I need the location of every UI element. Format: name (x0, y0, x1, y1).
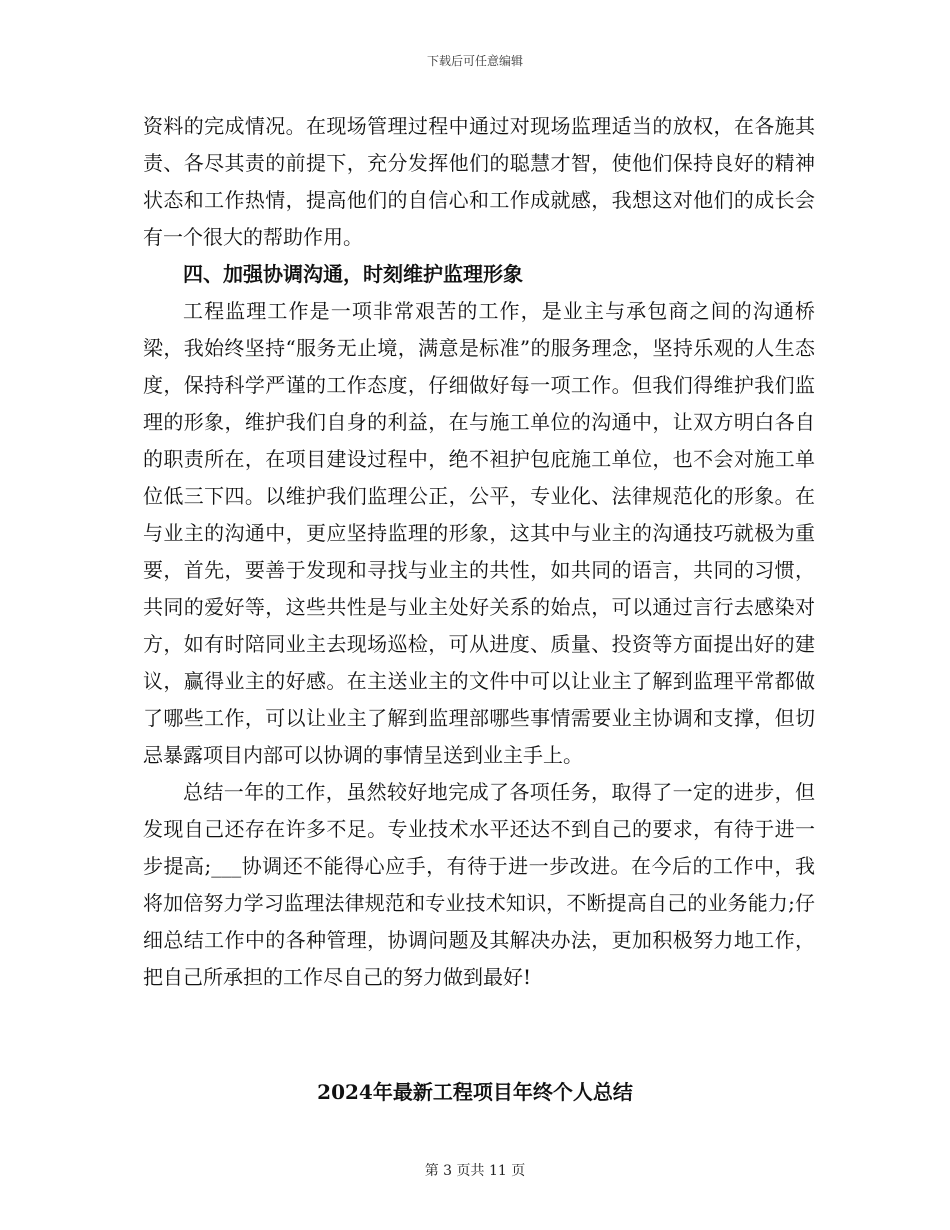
paragraph-continuation: 资料的完成情况。在现场管理过程中通过对现场监理适当的放权，在各施其责、各尽其责的前提下，充分发挥他们的聪慧才智，使他们保持良好的精神状态和工作热情，提高他们的自信心和工作成就感，我想这对他们的成长会有一个很大的帮助作用。 (143, 114, 815, 249)
page-number: 第 3 页共 11 页 (424, 1163, 526, 1179)
document-body (143, 108, 815, 996)
paragraph-summary: 总结一年的工作，虽然较好地完成了各项任务，取得了一定的进步，但发现自己还存在许多不足。专业技术水平还达不到自己的要求，有待于进一步提高;___协调还不能得心应手，有待于进一步改进。在今后的工作中，我将加倍努力学习监理法律规范和专业技术知识，不断提高自己的业务能力;仔细总结工作中的各种管理，协调问题及其解决办法，更加积极努力地工作，把自己所承担的工作尽自己的努力做到最好! (143, 780, 815, 989)
header-note: 下载后可任意编辑 (426, 54, 523, 68)
next-document-title: 2024年最新工程项目年终个人总结 (317, 1080, 633, 1104)
paragraph-communication: 工程监理工作是一项非常艰苦的工作，是业主与承包商之间的沟通桥梁，我始终坚持“服务无止境，满意是标准”的服务理念，坚持乐观的人生态度，保持科学严谨的工作态度，仔细做好每一项工作。但我们得维护我们监理的形象，维护我们自身的利益，在与施工单位的沟通中，让双方明白各自的职责所在，在项目建设过程中，绝不袒护包庇施工单位，也不会对施工单位低三下四。以维护我们监理公正，公平，专业化、法律规范化的形象。在与业主的沟通中，更应坚持监理的形象，这其中与业主的沟通技巧就极为重要，首先，要善于发现和寻找与业主的共性，如共同的语言，共同的习惯，共同的爱好等，这些共性是与业主处好关系的始点，可以通过言行去感染对方，如有时陪同业主去现场巡检，可从进度、质量、投资等方面提出好的建议，赢得业主的好感。在主送业主的文件中可以让业主了解到监理平常都做了哪些工作，可以让业主了解到监理部哪些事情需要业主协调和支撑，但切忌暴露项目内部可以协调的事情呈送到业主手上。 (143, 299, 815, 767)
section-heading: 四、加强协调沟通，时刻维护监理形象 (183, 262, 523, 286)
